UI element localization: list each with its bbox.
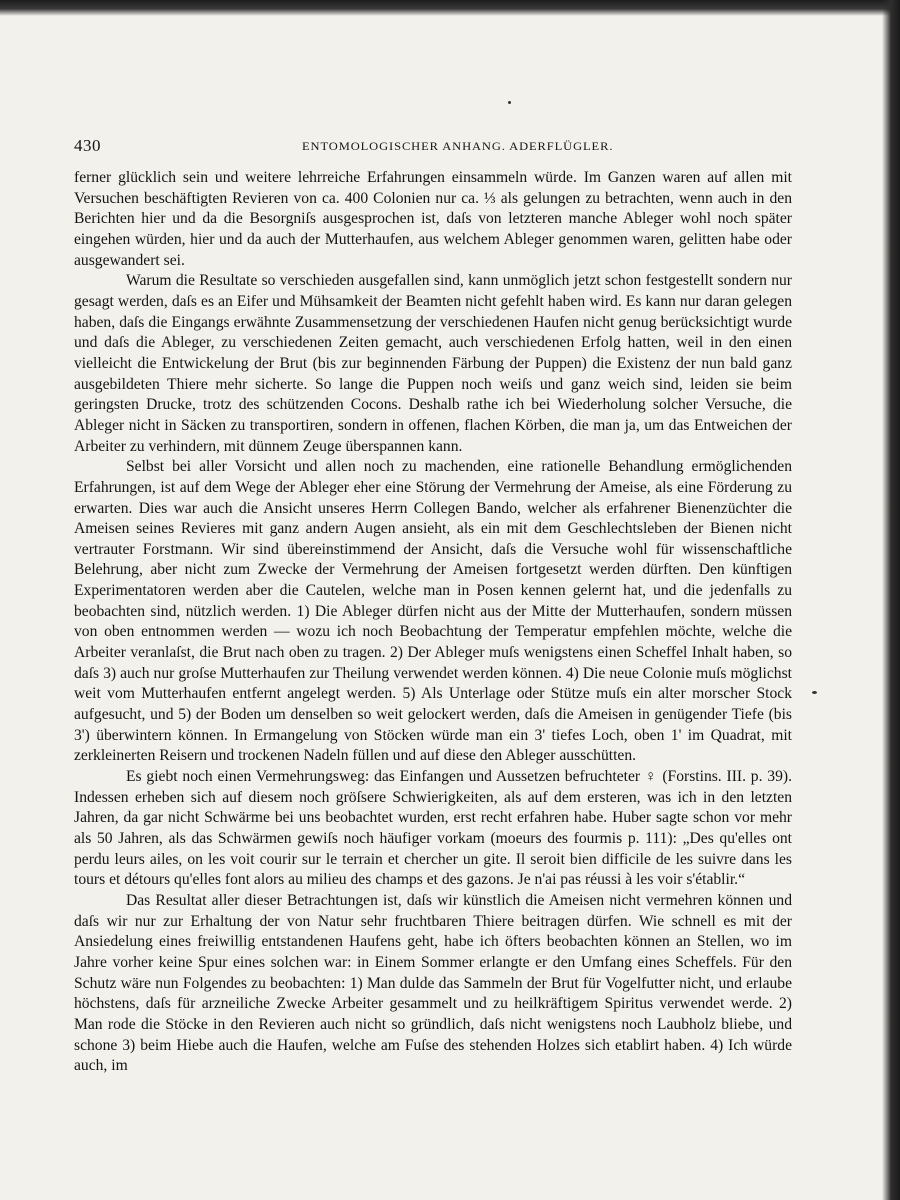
page-header: [74, 136, 794, 160]
paragraph-precautions: Selbst bei aller Vorsicht und allen noch zu machenden, eine rationelle Behandlung ermöglichenden Erfahrungen, ist auf dem Wege der Ableger eher eine Störung der Vermehrung der Ameise, als eine Förderung zu erwarten. Dies war auch die Ansicht unseres Herrn Collegen Bando, welcher als erfahrener Bienenzüchter die Ameisen seines Revieres mit ganz andern Augen ansieht, als ein mit dem Geschlechtsleben der Bienen nicht vertrauter Forstmann. Wir sind übereinstimmend der Ansicht, daſs die Versuche wohl für wissenschaftliche Belehrung, aber nicht zum Zwecke der Vermehrung der Ameisen fortgesetzt werden dürften. Den künftigen Experimentatoren werden aber die Cautelen, welche man in Posen kennen gelernt hat, und die jedenfalls zu beobachten sind, nützlich werden. 1) Die Ableger dürfen nicht aus der Mitte der Mutterhaufen, sondern müssen von oben entnommen werden — wozu ich noch Beobachtung der Temperatur empfehlen möchte, welche die Arbeiter veranlaſst, die Brut nach oben zu tragen. 2) Der Ableger muſs wenigstens einen Scheffel Inhalt haben, so daſs 3) auch nur groſse Mutterhaufen zur Theilung verwendet werden können. 4) Die neue Colonie muſs möglichst weit vom Mutterhaufen entfernt angelegt werden. 5) Als Unterlage oder Stütze muſs ein alter morscher Stock aufgesucht, und 5) der Boden um denselben so weit gelockert werden, daſs die Ameisen in genügender Tiefe (bis 3') überwintern können. In Ermangelung von Stöcken würde man ein 3' tiefes Loch, oben 1' im Quadrat, mit zerkleinerten Reisern und trockenen Nadeln füllen und auf diese den Ableger ausschütten.: [74, 458, 792, 765]
page-number: 430: [74, 136, 101, 155]
paragraph-propagation: Es giebt noch einen Vermehrungsweg: das Einfangen und Aussetzen befruchteter ♀ (Forstins. III. p. 39). Indessen erheben sich auf diesem noch gröſsere Schwierigkeiten, als auf dem ersteren, was ich in den letzten Jahren, da gar nicht Schwärme bei uns beobachtet wurden, erst recht erfahren habe. Huber sagte schon vor mehr als 50 Jahren, als das Schwärmen gewiſs noch häufiger vorkam (moeurs des fourmis p. 111): „Des qu'elles ont perdu leurs ailes, on les voit courir sur le terrain et chercher un gite. Il seroit bien difficile de les suivre dans les tours et détours qu'elles font alors au milieu des champs et des gazons. Je n'ai pas réussi à les voir s'établir.“: [74, 768, 792, 889]
paragraph-results: Warum die Resultate so verschieden ausgefallen sind, kann unmöglich jetzt schon festgestellt sondern nur gesagt werden, daſs es an Eifer und Mühsamkeit der Beamten nicht gefehlt haben wird. Es kann nur daran gelegen haben, daſs die Eingangs erwähnte Zusammensetzung der verschiedenen Haufen nicht genug berücksichtigt wurde und daſs die Ableger, zu verschiedenen Zeiten gemacht, auch verschiedenen Erfolg hatten, weil in den einen vielleicht die Entwickelung der Brut (bis zur beginnenden Färbung der Puppen) die Existenz der nun bald ganz ausgebildeten Thiere mehr sicherte. So lange die Puppen noch weiſs und ganz weich sind, leiden sie beim geringsten Drucke, trotz des schützenden Cocons. Deshalb rathe ich bei Wiederholung solcher Versuche, die Ableger nicht in Säcken zu transportiren, sondern in offenen, flachen Körben, die man ja, um das Entweichen der Arbeiter zu verhindern, mit dünnem Zeuge überspannen kann.: [74, 272, 792, 455]
paragraph-continuation: ferner glücklich sein und weitere lehrreiche Erfahrungen einsammeln würde. Im Ganzen waren auf allen mit Versuchen beschäftigten Revieren von ca. 400 Colonien nur ca. ⅓ als gelungen zu betrachten, wenn auch in den Berichten hier und da die Besorgniſs ausgesprochen ist, daſs von letzteren manche Ableger wohl noch später eingehen würden, hier und da auch der Mutterhaufen, aus welchem Ableger genommen waren, gelitten habe oder ausgewandert sei.: [74, 169, 792, 269]
ink-speck: [812, 691, 817, 694]
running-head: ENTOMOLOGISCHER ANHANG. ADERFLÜGLER.: [302, 139, 614, 153]
scan-top-edge: [0, 0, 900, 16]
body-text: [74, 168, 792, 1077]
scan-right-edge: [882, 0, 900, 1200]
ink-speck: [508, 101, 511, 104]
paragraph-conclusion: Das Resultat aller dieser Betrachtungen ist, daſs wir künstlich die Ameisen nicht vermehren können und daſs wir nur zur Erhaltung der von Natur sehr fruchtbaren Thiere beitragen dürfen. Wie schnell es mit der Ansiedelung eines freiwillig entstandenen Haufens geht, habe ich öfters beobachten können an Stellen, wo im Jahre vorher keine Spur eines solchen war: in Einem Sommer erlangte er den Umfang eines Scheffels. Für den Schutz wäre nun Folgendes zu beobachten: 1) Man dulde das Sammeln der Brut für Vogelfutter nicht, und erlaube höchstens, daſs für arzneiliche Zwecke Arbeiter gesammelt und zu heilkräftigem Spiritus verwendet werde. 2) Man rode die Stöcke in den Revieren auch nicht so gründlich, daſs nicht wenigstens noch Laubholz bliebe, und schone 3) beim Hiebe auch die Haufen, welche am Fuſse des stehenden Holzes sich etablirt haben. 4) Ich würde auch, im: [74, 891, 792, 1075]
